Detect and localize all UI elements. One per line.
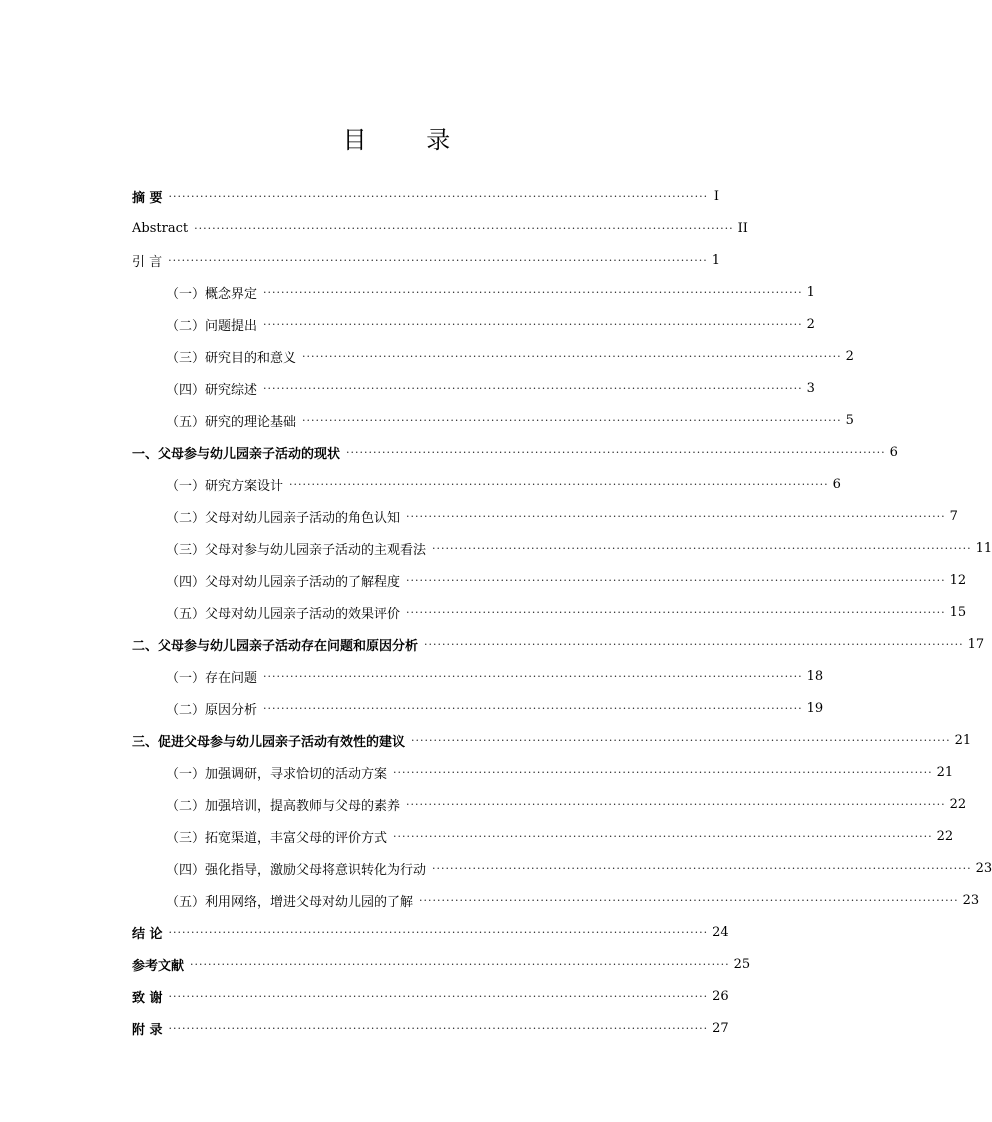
toc-page-number: 12 <box>949 572 967 588</box>
toc-page-number: 2 <box>806 316 815 332</box>
toc-page-number: 2 <box>845 348 854 364</box>
toc-subentry[interactable] <box>132 372 815 404</box>
toc-entry-label: （四）强化指导，激励父母将意识转化为行动 <box>166 862 427 878</box>
toc-page-number: 21 <box>954 732 972 748</box>
dot-leader: ························································································································ <box>168 989 709 1003</box>
toc-entry-label: （四）父母对幼儿园亲子活动的了解程度 <box>166 574 401 590</box>
toc-page-number: 21 <box>936 764 954 780</box>
toc-entry-introduction[interactable] <box>132 244 719 276</box>
toc-page-number: 27 <box>712 1020 729 1036</box>
toc-entry-label: 摘 要 <box>132 190 163 206</box>
dot-leader: ························································································································ <box>302 349 842 363</box>
toc-subentry[interactable] <box>132 596 967 628</box>
dot-leader: ························································································································ <box>289 477 829 491</box>
toc-entry-label: 参考文献 <box>132 958 185 974</box>
toc-page-number: 19 <box>806 700 824 716</box>
toc-entry-label: 结 论 <box>132 926 163 942</box>
dot-leader: ························································································································ <box>424 637 964 651</box>
toc-page-number: 18 <box>806 668 824 684</box>
toc-page-number: 23 <box>962 892 980 908</box>
toc-subentry[interactable] <box>132 852 992 884</box>
table-of-contents <box>132 180 992 1044</box>
dot-leader: ························································································································ <box>406 797 946 811</box>
toc-subentry[interactable] <box>132 308 815 340</box>
toc-subentry[interactable] <box>132 820 954 852</box>
dot-leader: ························································································································ <box>411 733 951 747</box>
dot-leader: ························································································································ <box>194 221 734 235</box>
toc-subentry[interactable] <box>132 276 815 308</box>
toc-entry-label: 附 录 <box>132 1022 163 1038</box>
toc-entry-label: （三）拓宽渠道，丰富父母的评价方式 <box>166 830 388 846</box>
toc-page-number: 7 <box>949 508 958 524</box>
toc-page-number: 25 <box>733 956 751 972</box>
dot-leader: ························································································································ <box>302 413 842 427</box>
toc-entry-label: 二、父母参与幼儿园亲子活动存在问题和原因分析 <box>132 638 419 654</box>
toc-entry-label: （二）原因分析 <box>166 702 258 718</box>
toc-subentry[interactable] <box>132 340 854 372</box>
dot-leader: ························································································································ <box>168 925 709 939</box>
toc-entry-chapter-3[interactable] <box>132 724 972 756</box>
toc-entry-label: （一）存在问题 <box>166 670 258 686</box>
toc-entry-label: （二）加强培训，提高教师与父母的素养 <box>166 798 401 814</box>
toc-entry-label: （三）父母对参与幼儿园亲子活动的主观看法 <box>166 542 427 558</box>
toc-subentry[interactable] <box>132 532 992 564</box>
toc-page-number: 6 <box>832 476 841 492</box>
toc-subentry[interactable] <box>132 404 854 436</box>
toc-entry-label: （四）研究综述 <box>166 382 258 398</box>
toc-entry-label: （二）父母对幼儿园亲子活动的角色认知 <box>166 510 401 526</box>
toc-entry-label: （一）加强调研，寻求恰切的活动方案 <box>166 766 388 782</box>
toc-entry-label: （五）父母对幼儿园亲子活动的效果评价 <box>166 606 401 622</box>
toc-entry-acknowledgements[interactable] <box>132 980 729 1012</box>
toc-entry-label: （一）概念界定 <box>166 286 258 302</box>
toc-subentry[interactable] <box>132 500 958 532</box>
toc-page-number: 11 <box>975 540 992 556</box>
dot-leader: ························································································································ <box>190 957 730 971</box>
toc-page-number: 1 <box>711 252 721 268</box>
dot-leader: ························································································································ <box>432 541 972 555</box>
toc-subentry[interactable] <box>132 692 824 724</box>
dot-leader: ························································································································ <box>168 189 709 203</box>
dot-leader: ························································································································ <box>406 509 946 523</box>
dot-leader: ························································································································ <box>346 445 886 459</box>
toc-page-number: I <box>713 188 719 204</box>
dot-leader: ························································································································ <box>263 669 803 683</box>
dot-leader: ························································································································ <box>168 1021 709 1035</box>
toc-entry-abstract-cn[interactable] <box>132 180 719 212</box>
toc-entry-abstract-en[interactable] <box>132 212 748 244</box>
toc-subentry[interactable] <box>132 660 824 692</box>
toc-entry-label: 致 谢 <box>132 990 163 1006</box>
toc-subentry[interactable] <box>132 468 841 500</box>
toc-page-number: 22 <box>936 828 954 844</box>
toc-subentry[interactable] <box>132 756 954 788</box>
toc-entry-label: 三、促进父母参与幼儿园亲子活动有效性的建议 <box>132 734 406 750</box>
toc-entry-label: 一、父母参与幼儿园亲子活动的现状 <box>132 446 341 462</box>
toc-page-number: 5 <box>845 412 854 428</box>
dot-leader: ························································································································ <box>263 701 803 715</box>
dot-leader: ························································································································ <box>406 605 946 619</box>
dot-leader: ························································································································ <box>263 381 803 395</box>
dot-leader: ························································································································ <box>168 253 708 267</box>
toc-entry-chapter-1[interactable] <box>132 436 898 468</box>
toc-entry-label: （五）利用网络，增进父母对幼儿园的了解 <box>166 894 414 910</box>
toc-entry-conclusion[interactable] <box>132 916 729 948</box>
toc-entry-appendix[interactable] <box>132 1012 729 1044</box>
toc-entry-references[interactable] <box>132 948 751 980</box>
toc-page-number: 15 <box>949 604 967 620</box>
toc-page-number: II <box>737 220 748 236</box>
toc-subentry[interactable] <box>132 788 967 820</box>
dot-leader: ························································································································ <box>263 317 803 331</box>
toc-page-number: 1 <box>806 284 815 300</box>
toc-page-number: 3 <box>806 380 815 396</box>
toc-page-number: 24 <box>712 924 729 940</box>
dot-leader: ························································································································ <box>432 861 972 875</box>
toc-subentry[interactable] <box>132 884 980 916</box>
toc-entry-label: （五）研究的理论基础 <box>166 414 297 430</box>
toc-entry-chapter-2[interactable] <box>132 628 985 660</box>
toc-entry-label: Abstract <box>132 220 189 236</box>
page-title: 目 录 <box>342 126 477 154</box>
toc-subentry[interactable] <box>132 564 967 596</box>
toc-entry-label: 引 言 <box>132 254 163 270</box>
dot-leader: ························································································································ <box>419 893 959 907</box>
dot-leader: ························································································································ <box>263 285 803 299</box>
dot-leader: ························································································································ <box>393 829 933 843</box>
toc-page-number: 17 <box>967 636 985 652</box>
toc-entry-label: （一）研究方案设计 <box>166 478 284 494</box>
toc-page-number: 26 <box>712 988 729 1004</box>
toc-page-number: 22 <box>949 796 967 812</box>
toc-page-number: 6 <box>889 444 898 460</box>
toc-page-number: 23 <box>975 860 992 876</box>
toc-entry-label: （二）问题提出 <box>166 318 258 334</box>
toc-entry-label: （三）研究目的和意义 <box>166 350 297 366</box>
dot-leader: ························································································································ <box>393 765 933 779</box>
dot-leader: ························································································································ <box>406 573 946 587</box>
